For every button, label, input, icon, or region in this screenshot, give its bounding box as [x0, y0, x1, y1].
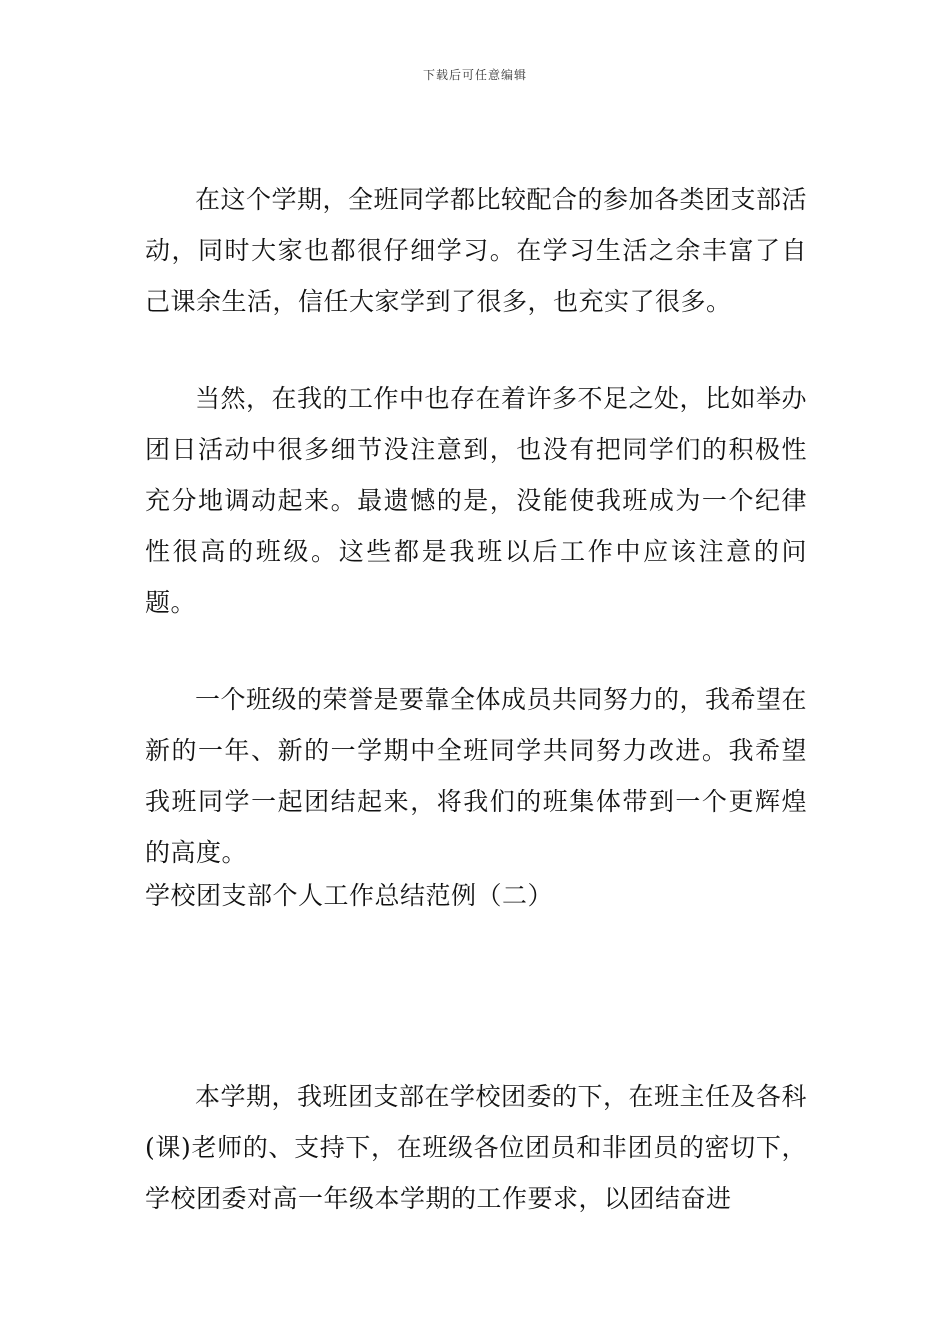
paragraph-2: 当然，在我的工作中也存在着许多不足之处，比如举办团日活动中很多细节没注意到，也没有把同学们的积极性充分地调动起来。最遗憾的是，没能使我班成为一个纪律性很高的班级。这些都是我班以后工作中应该注意的问题。 — [145, 384, 808, 617]
section-title: 学校团支部个人工作总结范例（二） — [145, 881, 554, 910]
page-header-note: 下载后可任意编辑 — [422, 68, 527, 82]
paragraph-3: 一个班级的荣誉是要靠全体成员共同努力的，我希望在新的一年、新的一学期中全班同学共同努力改进。我希望我班同学一起团结起来，将我们的班集体带到一个更辉煌的高度。 — [145, 685, 808, 867]
paragraph-1: 在这个学期，全班同学都比较配合的参加各类团支部活动，同时大家也都很仔细学习。在学习生活之余丰富了自己课余生活，信任大家学到了很多，也充实了很多。 — [145, 185, 808, 316]
section-paragraph: 本学期，我班团支部在学校团委的下，在班主任及各科(课)老师的、支持下，在班级各位团员和非团员的密切下，学校团委对高一年级本学期的工作要求，以团结奋进 — [145, 1082, 808, 1213]
